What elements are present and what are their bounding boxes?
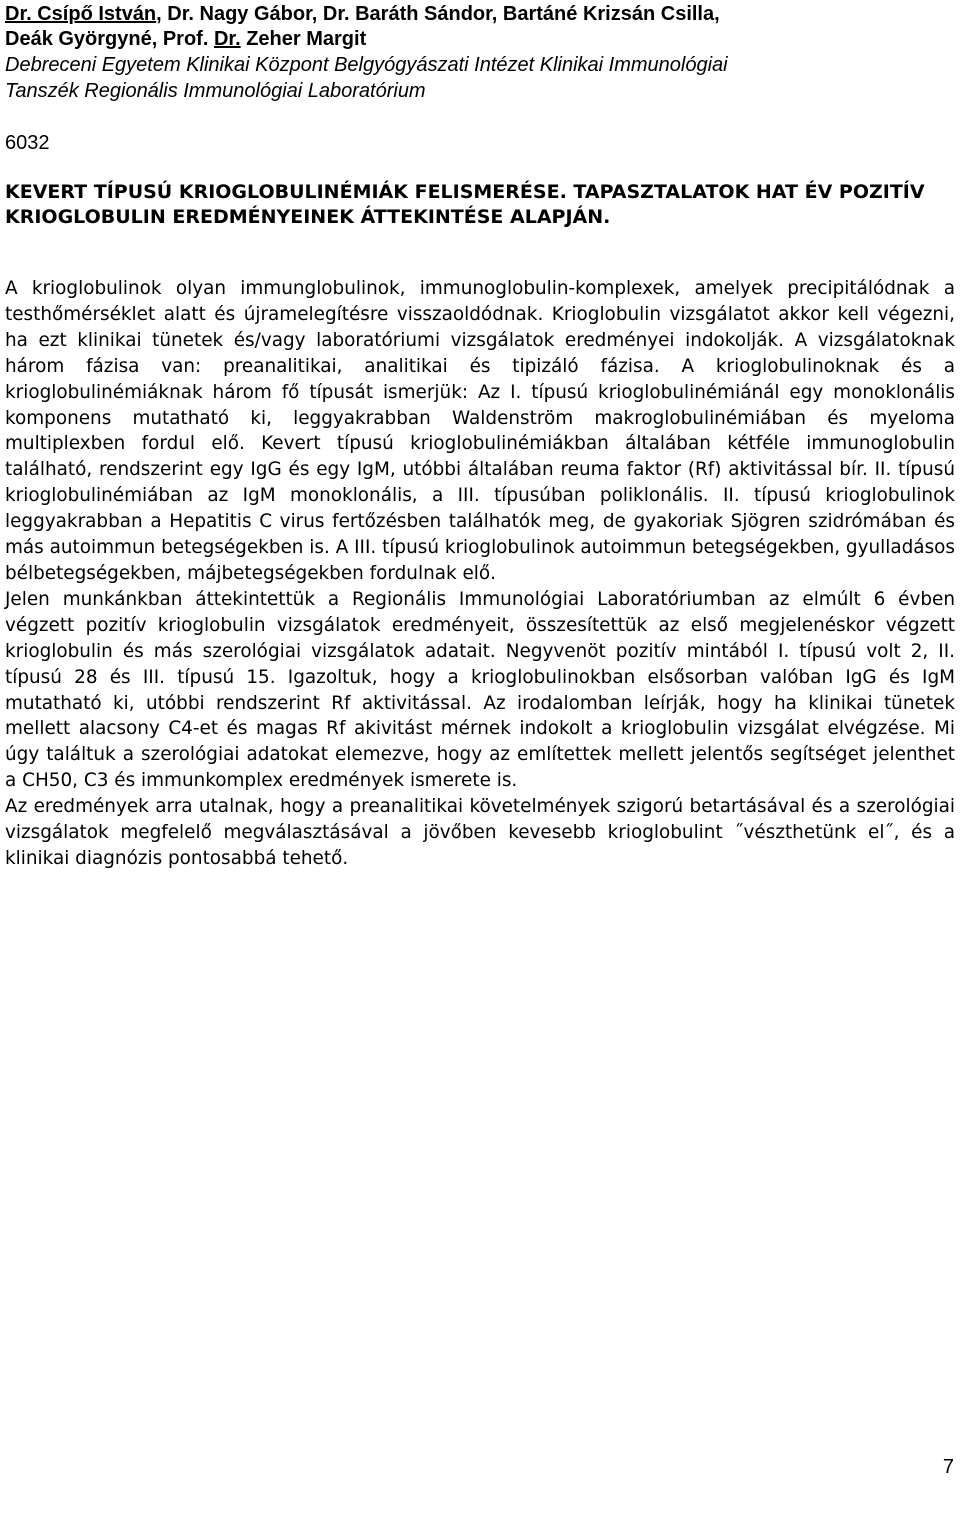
paragraph-conclusion: Az eredmények arra utalnak, hogy a preanalitikai követelmények szigorú betartásával és a szerológiai vizsgálatok megfelelő megválasztásával a jövőben kevesebb krioglobulint ˝vészthetünk el˝, és a klinikai diagnózis pontosabbá tehető. — [5, 796, 955, 869]
affiliation-line-2: Tanszék Regionális Immunológiai Laboratórium — [5, 80, 426, 102]
co-authors-2: Deák Györgyné, Prof. — [5, 28, 214, 50]
affiliation — [5, 52, 955, 104]
abstract-body — [5, 276, 955, 872]
co-authors-1: , Dr. Nagy Gábor, Dr. Baráth Sándor, Bartáné Krizsán Csilla, — [156, 3, 720, 25]
author-list — [5, 2, 955, 52]
abstract-title: KEVERT TÍPUSÚ KRIOGLOBULINÉMIÁK FELISMERÉSE. TAPASZTALATOK HAT ÉV POZITÍV KRIOGLOBULIN EREDMÉNYEINEK ÁTTEKINTÉSE ALAPJÁN. — [5, 181, 925, 228]
paragraph-methods-results: Jelen munkánkban áttekintettük a Regionális Immunológiai Laboratóriumban az elmúlt 6 évben végzett pozitív krioglobulin vizsgálatok eredményeit, összesítettük az első megjelenéskor végzett krioglobulin és más szerológiai vizsgálatok adatait. Negyvenöt pozitív mintából I. típusú volt 2, II. típusú 28 és III. típusú 15. Igazoltuk, hogy a krioglobulinokban elsősorban valóban IgG és IgM mutatható ki, utóbbi rendszerint Rf aktivitással. Az irodalomban leírják, hogy ha klinikai tünetek mellett alacsony C4-et és magas Rf akivitást mérnek indokolt a krioglobulin vizsgálat elvégzése. Mi úgy találtuk a szerológiai adatokat elemezve, hogy az említettek mellett jelentős segítséget jelenthet a CH50, C3 és immunkomplex eredmények ismerete is. — [5, 588, 955, 792]
page-number: 7 — [942, 1456, 954, 1478]
affiliation-line-1: Debreceni Egyetem Klinikai Központ Belgyógyászati Intézet Klinikai Immunológiai — [5, 54, 728, 76]
author-line-1 — [5, 2, 955, 27]
senior-author: Zeher Margit — [240, 28, 367, 50]
presenting-author: Dr. Csípő István — [5, 3, 157, 25]
abstract-code: 6032 — [5, 132, 50, 154]
document-page — [5, 0, 955, 872]
author-line-2 — [5, 27, 955, 52]
underlined-title: Dr. — [213, 28, 241, 50]
paragraph-background: A krioglobulinok olyan immunglobulinok, immunoglobulin-komplexek, amelyek precipitálódnak a testhőmérséklet alatt és újramelegítésre visszaoldódnak. Krioglobulin vizsgálatot akkor kell végezni, ha ezt klinikai tünetek és/vagy laboratóriumi vizsgálatok eredményei indokolják. A vizsgálatoknak három fázisa van: preanalitikai, analitikai és tipizáló fázisa. A krioglobulinoknak és a krioglobulinémiáknak három fő típusát ismerjük: Az I. típusú krioglobulinémiánál egy monoklonális komponens mutatható ki, leggyakrabban Waldenström makroglobulinémiában és myeloma multiplexben fordul elő. Kevert típusú krioglobulinémiákban általában kétféle immunoglobulin található, rendszerint egy IgG és egy IgM, utóbbi általában reuma faktor (Rf) aktivitással bír. II. típusú krioglobulinémiában az IgM monoklonális, a III. típusúban poliklonális. II. típusú krioglobulinok leggyakrabban a Hepatitis C virus fertőzésben találhatók meg, de gyakoriak Sjögren szidrómában és más autoimmun betegségekben is. A III. típusú krioglobulinok autoimmun betegségekben, gyulladásos bélbetegségekben, májbetegségekben fordulnak elő. — [5, 278, 955, 584]
